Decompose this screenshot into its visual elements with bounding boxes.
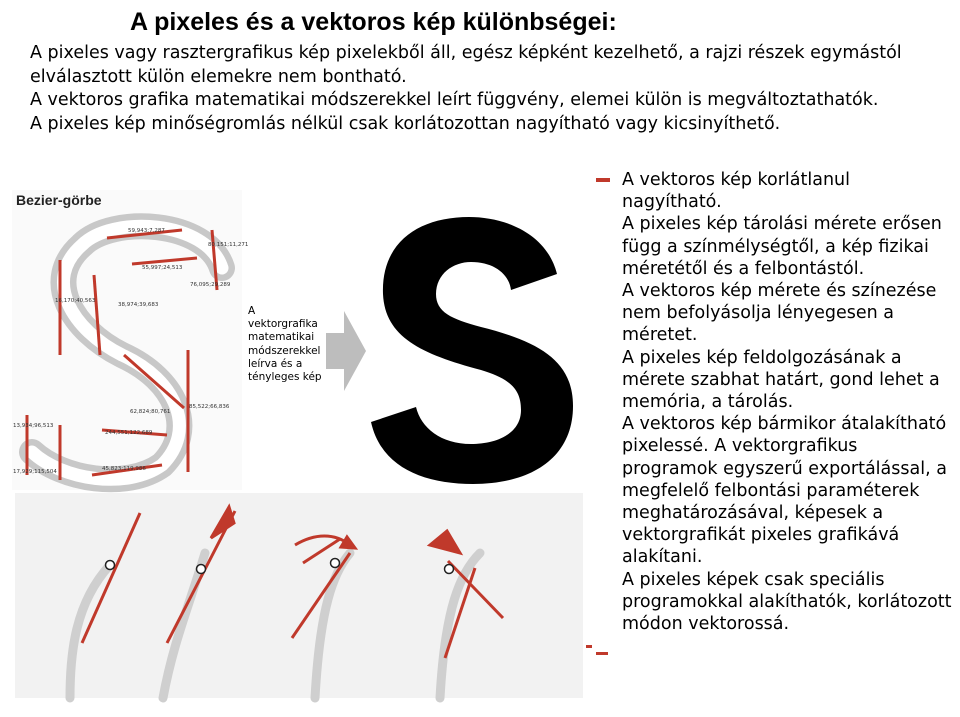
intro-paragraph: A vektoros grafika matematikai módszerekkel leírt függvény, elemei külön is megváltoztathatók. [30, 90, 879, 110]
right-paragraph: A pixeles kép feldolgozásának a mérete szabhat határt, gond lehet a memória, a tárolás. [622, 347, 940, 413]
page-title: A pixeles és a vektoros kép különbségei: [130, 8, 617, 36]
anchor-point [197, 565, 206, 574]
svg-text:244,551;122,689: 244,551;122,689 [105, 430, 153, 436]
intro-paragraph: A pixeles kép minőségromlás nélkül csak korlátozottan nagyítható vagy kicsinyíthető. [30, 113, 781, 134]
svg-text:45,823;119,986: 45,823;119,986 [102, 466, 146, 472]
svg-text:59,943;7,287: 59,943;7,287 [128, 228, 165, 234]
anchor-point [106, 561, 115, 570]
svg-text:38,974;39,683: 38,974;39,683 [118, 302, 159, 308]
bezier-caption: Bezier-görbe [16, 192, 102, 208]
svg-text:85,522;66,836: 85,522;66,836 [189, 404, 230, 410]
right-paragraph: A vektoros kép mérete és színezése nem befolyásolja lényegesen a méretet. [622, 281, 937, 346]
svg-text:16,170;40,563: 16,170;40,563 [55, 298, 96, 304]
arrow-right-icon [326, 311, 366, 391]
handle-illustration [15, 493, 583, 698]
svg-text:76,095;29,289: 76,095;29,289 [190, 282, 231, 288]
rendered-s-image [371, 212, 585, 488]
svg-text:80,151;11,271: 80,151;11,271 [208, 242, 249, 248]
right-paragraph: A vektoros kép bármikor átalakítható pixelessé. A vektorgrafikus programok egyszerű exportálással, a megfelelő felbontási paraméterek meghatározásával, képesek a vektorgrafikát pixeles grafikává alakítani. [622, 414, 947, 568]
intro-paragraph: A pixeles vagy rasztergrafikus kép pixelekből áll, egész képként kezelhető, a rajzi részek egymástól elválasztott külön elemekre nem bontható. [30, 43, 902, 87]
anchor-point [445, 565, 454, 574]
svg-text:13,934;96,513: 13,934;96,513 [13, 423, 54, 429]
right-paragraph: A vektoros kép korlátlanul nagyítható. [622, 170, 850, 213]
svg-text:62,824;80,761: 62,824;80,761 [130, 409, 171, 415]
right-column-text [622, 169, 952, 635]
vector-description-label: A vektorgrafika matematikai módszerekkel leírva és a tényleges kép [248, 305, 322, 384]
right-paragraph: A pixeles kép tárolási mérete erősen függ a színmélységtől, a kép fizikai méretétől és a felbontástól. [622, 214, 942, 279]
bezier-s-figure [12, 190, 249, 490]
svg-text:17,929;115,504: 17,929;115,504 [13, 469, 57, 475]
intro-text [30, 42, 940, 136]
small-red-mark [586, 640, 616, 660]
accent-rule [596, 178, 610, 182]
right-paragraph: A pixeles képek csak speciális programokkal alakíthatók, korlátozott módon vektorossá. [622, 569, 952, 635]
anchor-point [331, 559, 340, 568]
svg-text:55,997;24,513: 55,997;24,513 [142, 265, 183, 271]
